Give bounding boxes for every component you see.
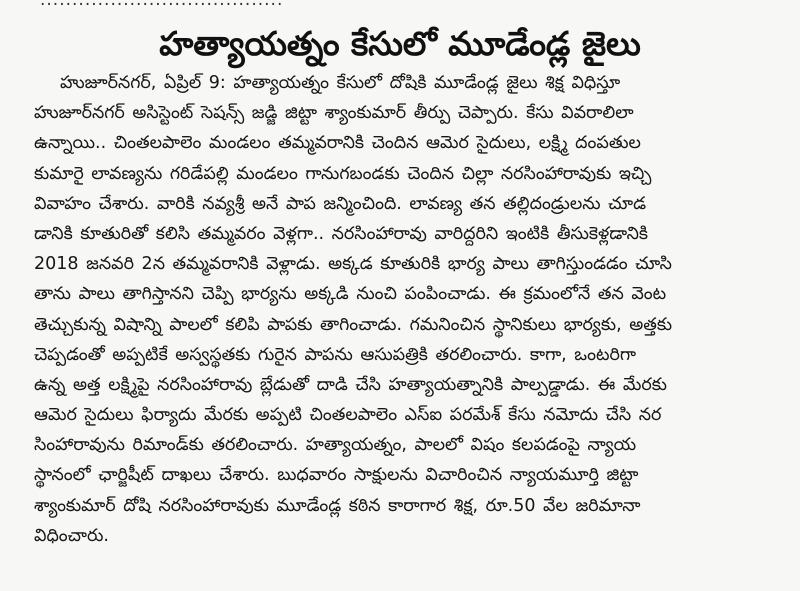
article-line: కుమారై లావణ్యను గరిడేపల్లి మండలం గానుగబండకు చెందిన చిల్లా నరసింహారావుకు ఇచ్చి [34,163,652,184]
article-line: హుజూర్‌నగర్, ఏప్రిల్ 9: హత్యాయత్నం కేసులో దోషికి మూడేండ్ల జైలు శిక్ష విధిస్తూ [60,73,621,93]
article-line: ఉన్నాయి.. చింతలపాలెం మండలం తమ్మవరానికి చెందిన ఆమెర సైదులు, లక్ష్మి దంపతుల [34,133,641,154]
article-line: స్థానంలో ఛార్జిషీట్ దాఖలు చేశారు. బుధవారం సాక్షులను విచారించిన న్యాయమూర్తి జిట్టా [34,465,639,486]
article-line: చెప్పడంతో అప్పటికే అస్వస్థతకు గురైన పాపను ఆసుపత్రికి తరలించారు. కాగా, ఒంటరిగా [34,344,636,365]
article-line: హుజూర్‌నగర్ అసిస్టెంట్ సెషన్స్ జడ్జి జిట్టా శ్యాంకుమార్ తీర్పు చెప్పారు. కేసు వివరాలిలా [34,103,634,124]
article-line: తాను పాలు తాగిస్తానని చెప్పి భార్యను అక్కడి నుంచి పంపించాడు. ఈ క్రమంలోనే తన వెంట [34,284,667,305]
article-line: వివాహం చేశారు. వారికి నవ్యశ్రీ అనే పాప జన్మించింది. లావణ్య తన తల్లిదండ్రులను చూడ [34,193,647,214]
article-line: ఆమెర సైదులు ఫిర్యాదు మేరకు అప్పటి చింతలపాలెం ఎస్ఐ పరమేశ్ కేసు నమోదు చేసి నర [34,405,662,426]
article-line: తెచ్చుకున్న విషాన్ని పాలలో కలిపి పాపకు తాగించాడు. గమనించిన స్థానికులు భార్యకు, అత్తకు [34,314,673,335]
article-line: డానికి కూతురితో కలిసి తమ్మవరం వెళ్లగా.. నరసింహారావు వారిద్దరిని ఇంటికి తీసుకెళ్లడానికి [34,223,649,244]
article-body [34,68,786,546]
article-headline: హత్యాయత్నం కేసులో మూడేండ్ల జైలు [159,24,641,63]
article-line: ఉన్న అత్త లక్ష్మిపై నరసింహారావు బ్లేడుతో దాడి చేసి హత్యాయత్నానికి పాల్పడ్డాడు. ఈ మేరకు [34,374,667,395]
previous-article-text: ...................................... [40,0,284,10]
article-line: సింహారావును రిమాండ్‌కు తరలించారు. హత్యాయత్నం, పాలలో విషం కలపడంపై న్యాయ [34,435,637,456]
previous-article-fragment [0,0,800,12]
article-line: శ్యాంకుమార్ దోషి నరసింహారావుకు మూడేండ్ల కఠిన కారాగార శిక్ష, రూ.50 వేల జరిమానా [34,495,641,516]
article-line: 2018 జనవరి 2న తమ్మవరానికి వెళ్లాడు. అక్కడ కూతురికి భార్య పాలు తాగిస్తుండడం చూసి [34,254,672,275]
article-line: విధించారు. [34,525,109,546]
